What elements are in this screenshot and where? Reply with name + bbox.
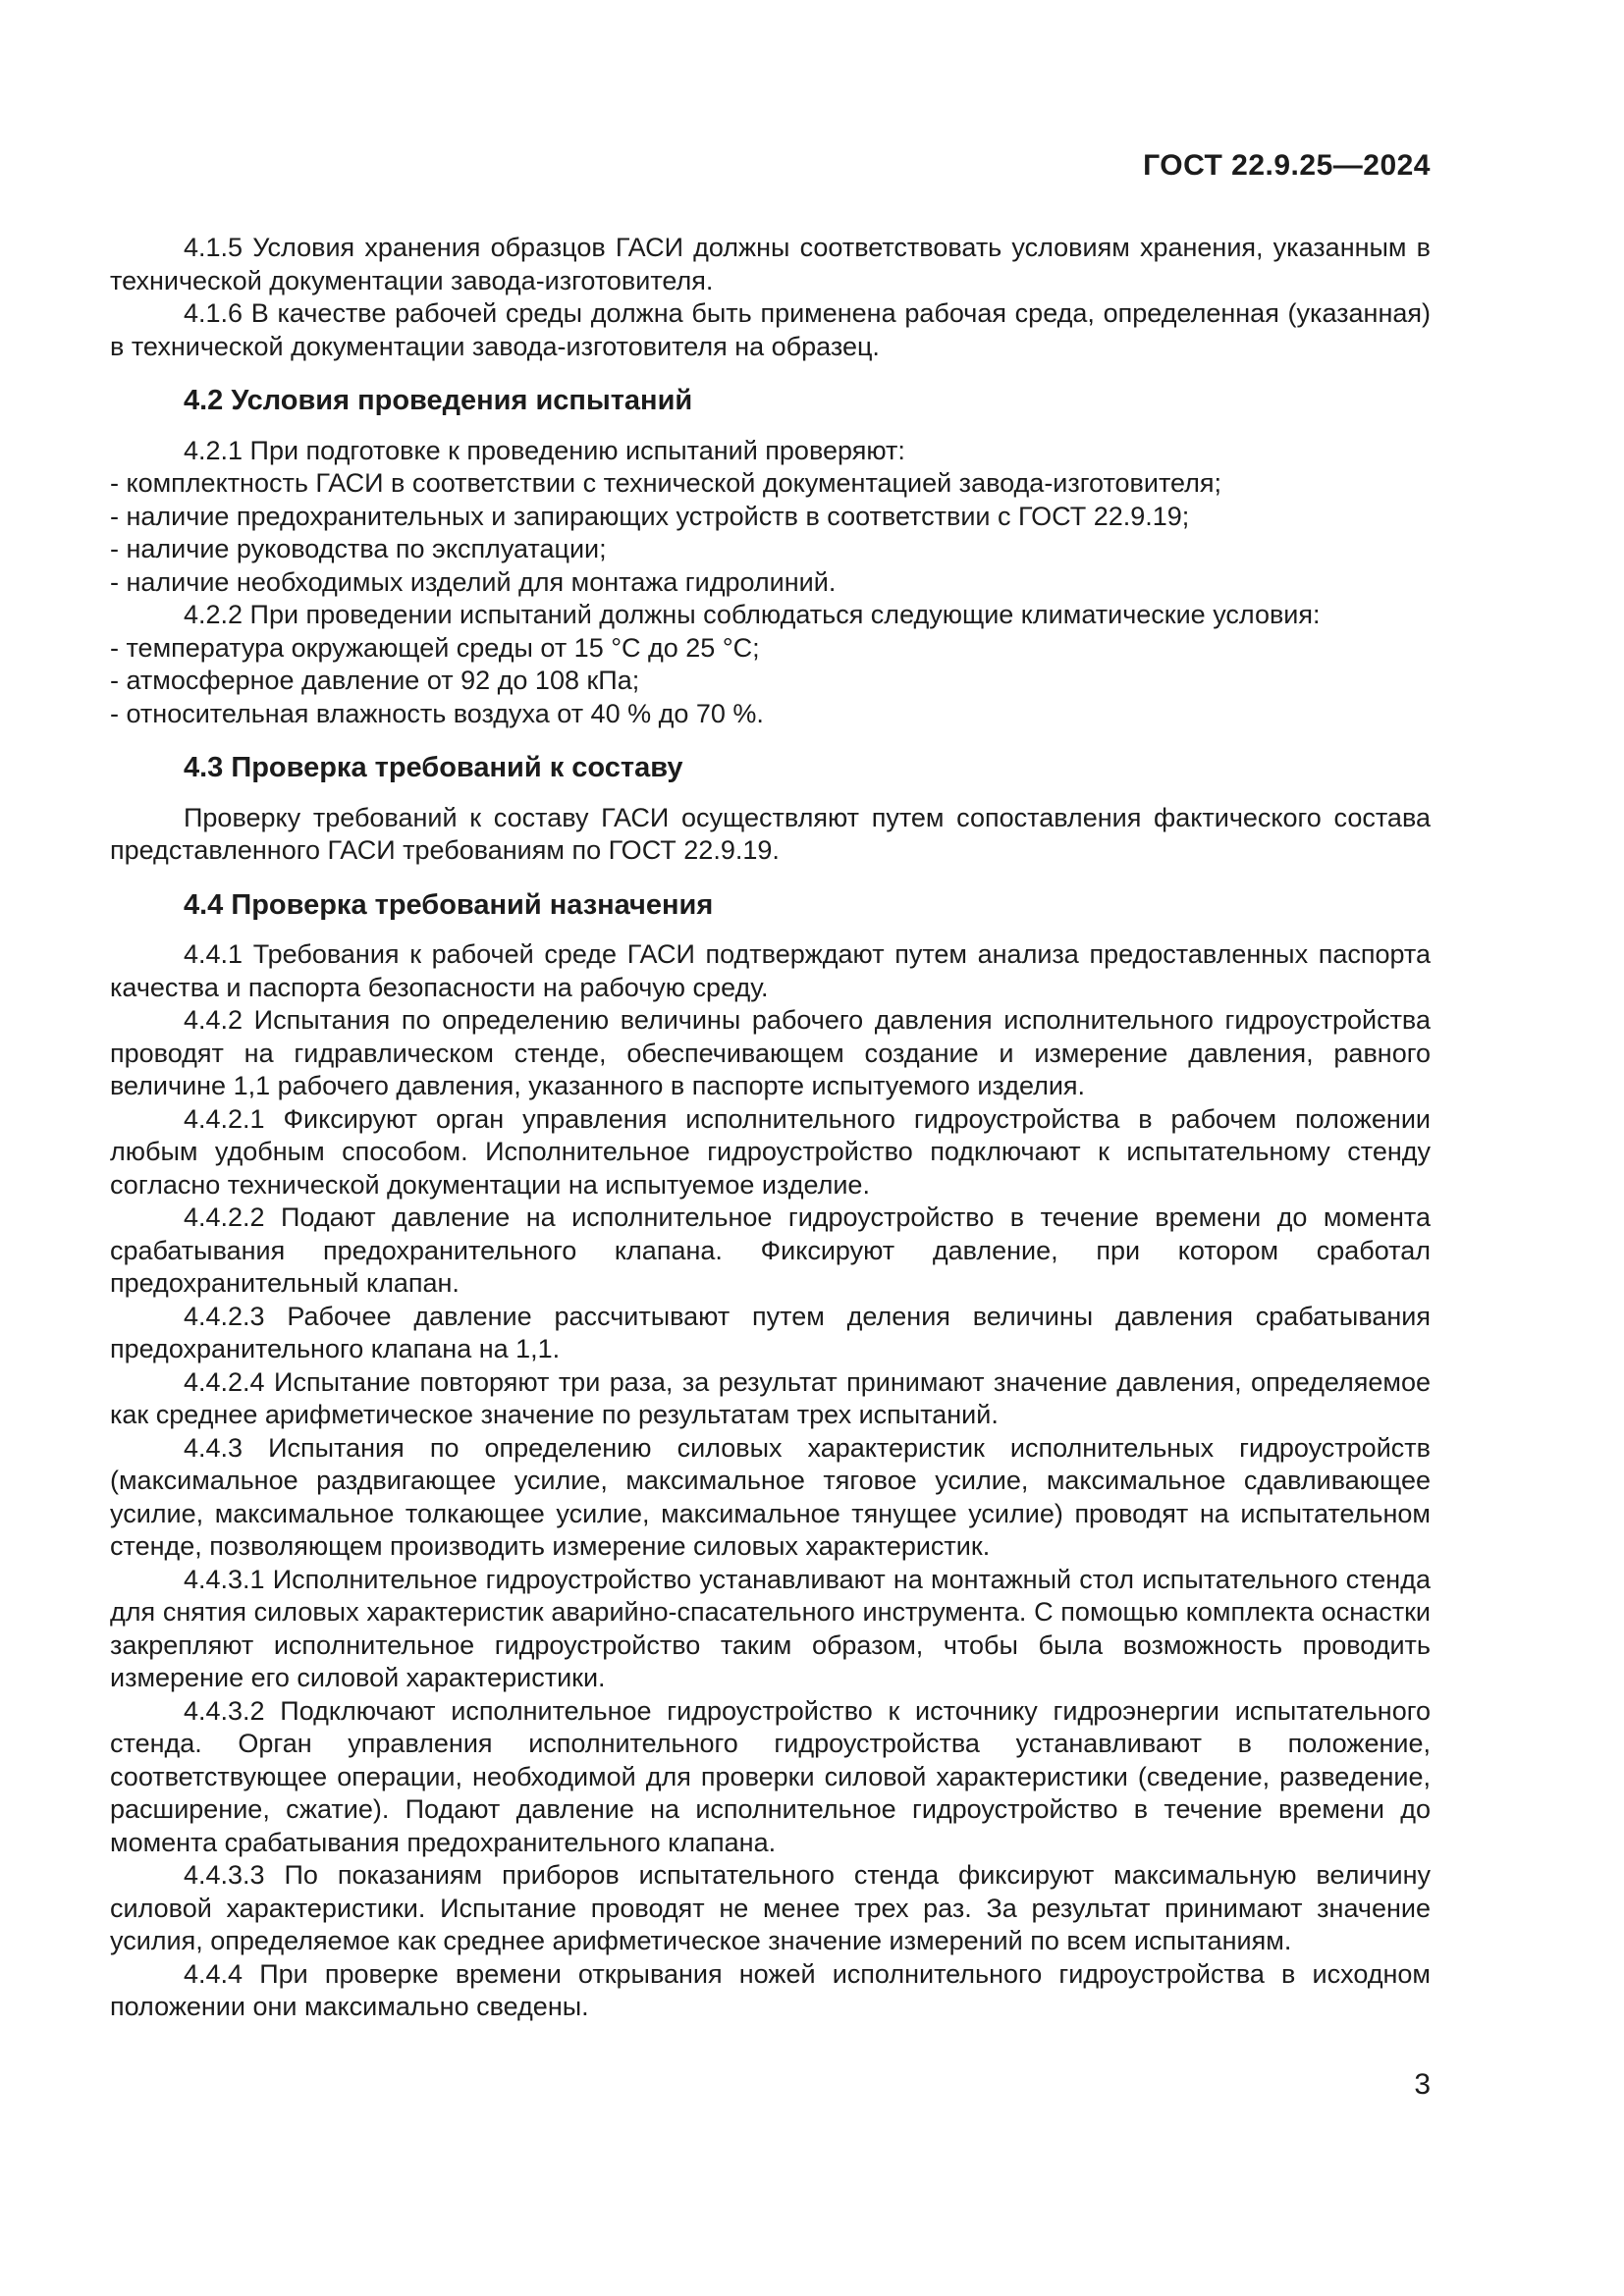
body-paragraph: 4.2.2 При проведении испытаний должны соблюдаться следующие климатические условия: xyxy=(184,600,1321,629)
list-item: - комплектность ГАСИ в соответствии с технической документацией завода-изготовителя; xyxy=(110,468,1222,498)
page-number: 3 xyxy=(1414,2068,1431,2101)
body-paragraph: 4.4.3 Испытания по определению силовых характеристик исполнительных гидроустройств (максимальное раздвигающее усилие, максимальное тяговое усилие, максимальное сдавливающее усилие, максимальное толкающее усилие, максимальное тянущее усилие) проводят на испытательном стенде, позволяющем производить измерение силовых характеристик. xyxy=(110,1432,1431,1561)
list-item: - температура окружающей среды от 15 °С до 25 °С; xyxy=(110,632,760,663)
body-paragraph: 4.4.4 При проверке времени открывания ножей исполнительного гидроустройства в исходном положении они максимально сведены. xyxy=(110,1958,1431,2021)
body-paragraph: 4.4.3.3 По показаниям приборов испытательного стенда фиксируют максимальную величину силовой характеристики. Испытание проводят не менее трех раз. За результат принимают значение усилия, определяемое как среднее арифметическое значение измерений по всем испытаниям. xyxy=(110,1860,1431,1955)
body-paragraph: 4.1.6 В качестве рабочей среды должна быть применена рабочая среда, определенная (указанная) в технической документации завода-изготовителя на образец. xyxy=(110,298,1431,361)
list-item: - относительная влажность воздуха от 40 % до 70 %. xyxy=(110,698,764,728)
list-item: - наличие необходимых изделий для монтажа гидролиний. xyxy=(110,566,837,597)
section-heading: 4.4 Проверка требований назначения xyxy=(184,888,714,921)
body-paragraph: 4.4.3.2 Подключают исполнительное гидроустройство к источнику гидроэнергии испытательного стенда. Орган управления исполнительного гидроустройства устанавливают в положение, соответствующее операции, необходимой для проверки силовой характеристики (сведение, разведение, расширение, сжатие). Подают давление на исполнительное гидроустройство в течение времени до момента срабатывания предохранительного клапана. xyxy=(110,1695,1431,1857)
body-paragraph: 4.4.2.2 Подают давление на исполнительное гидроустройство в течение времени до момента срабатывания предохранительного клапана. Фиксируют давление, при котором сработал предохранительный клапан. xyxy=(110,1202,1431,1298)
section-heading: 4.3 Проверка требований к составу xyxy=(184,752,683,783)
document-body xyxy=(110,232,1431,2024)
body-paragraph: 4.4.2.3 Рабочее давление рассчитывают путем деления величины давления срабатывания предохранительного клапана на 1,1. xyxy=(110,1301,1431,1363)
list-item: - наличие руководства по эксплуатации; xyxy=(110,534,607,563)
list-item: - наличие предохранительных и запирающих устройств в соответствии с ГОСТ 22.9.19; xyxy=(110,501,1190,531)
body-paragraph: 4.2.1 При подготовке к проведению испытаний проверяют: xyxy=(184,435,905,465)
section-heading: 4.2 Условия проведения испытаний xyxy=(184,385,693,416)
body-paragraph: 4.4.3.1 Исполнительное гидроустройство устанавливают на монтажный стол испытательного стенда для снятия силовых характеристик аварийно-спасательного инструмента. С помощью комплекта оснастки закрепляют исполнительное гидроустройство таким образом, чтобы была возможность проводить измерение его силовой характеристики. xyxy=(110,1564,1431,1692)
list-item: - атмосферное давление от 92 до 108 кПа; xyxy=(110,666,640,695)
body-paragraph: 4.1.5 Условия хранения образцов ГАСИ должны соответствовать условиям хранения, указанным в технической документации завода-изготовителя. xyxy=(110,233,1431,295)
body-paragraph: 4.4.2.1 Фиксируют орган управления исполнительного гидроустройства в рабочем положении любым удобным способом. Исполнительное гидроустройство подключают к испытательному стенду согласно технической документации на испытуемое изделие. xyxy=(110,1103,1431,1200)
body-paragraph: 4.4.2 Испытания по определению величины рабочего давления исполнительного гидроустройства проводят на гидравлическом стенде, обеспечивающем создание и измерение давления, равного величине 1,1 рабочего давления, указанного в паспорте испытуемого изделия. xyxy=(110,1005,1431,1100)
body-paragraph: 4.4.2.4 Испытание повторяют три раза, за результат принимают значение давления, определяемое как среднее арифметическое значение по результатам трех испытаний. xyxy=(110,1366,1431,1429)
body-paragraph: 4.4.1 Требования к рабочей среде ГАСИ подтверждают путем анализа предоставленных паспорта качества и паспорта безопасности на рабочую среду. xyxy=(110,939,1431,1002)
body-paragraph: Проверку требований к составу ГАСИ осуществляют путем сопоставления фактического состава представленного ГАСИ требованиям по ГОСТ 22.9.19. xyxy=(110,802,1431,865)
page-header: ГОСТ 22.9.25—2024 xyxy=(1143,149,1431,182)
